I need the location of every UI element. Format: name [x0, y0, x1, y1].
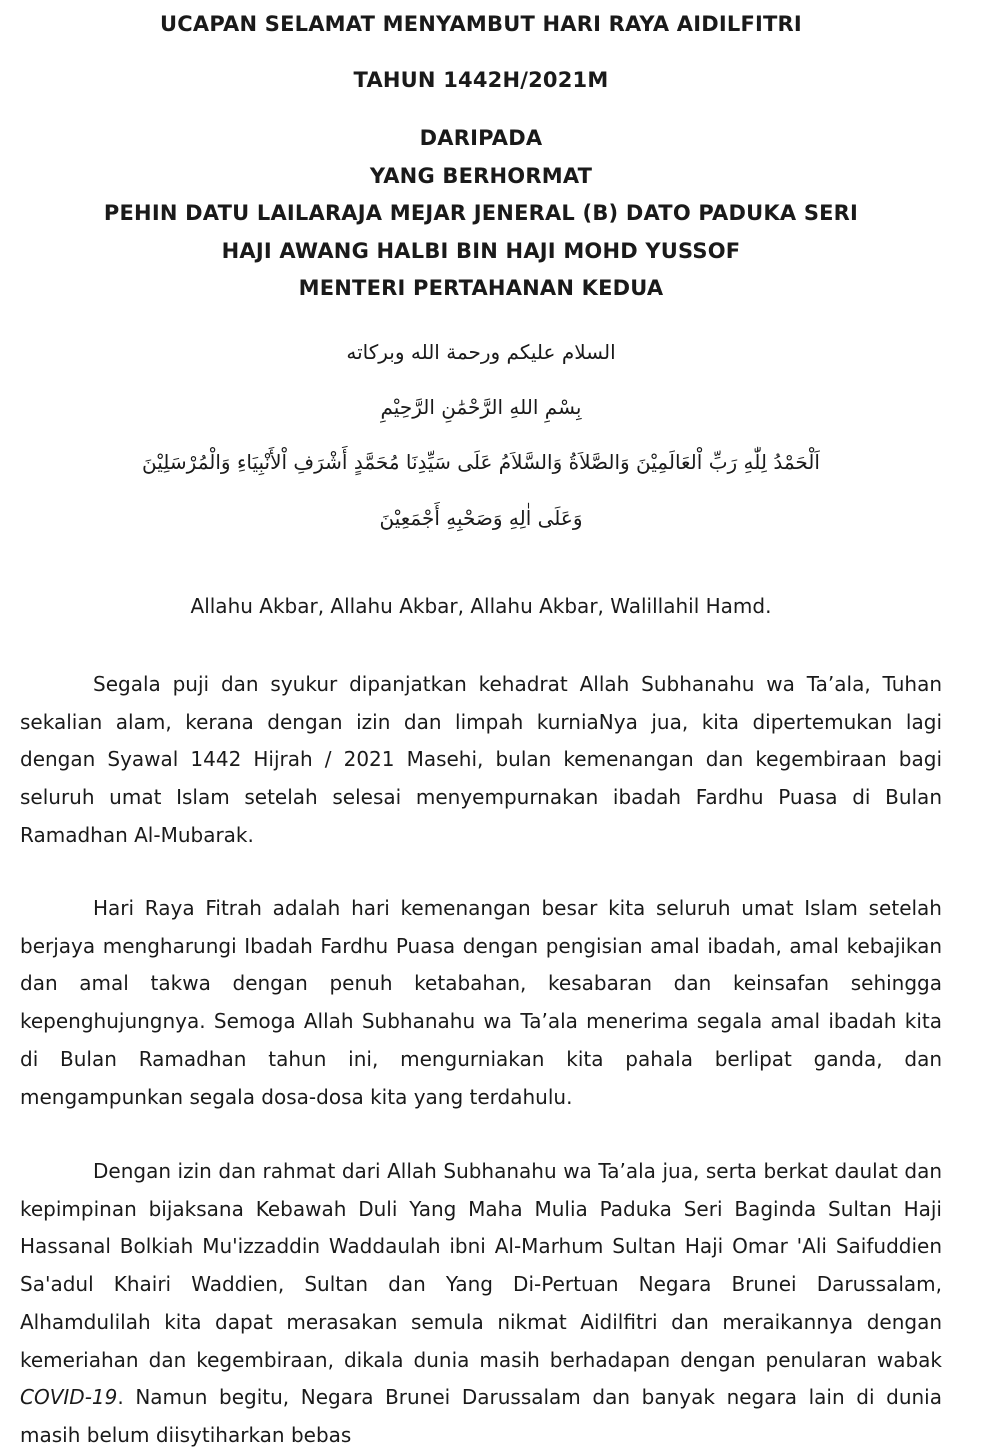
paragraph-1: Segala puji dan syukur dipanjatkan kehadrat Allah Subhanahu wa Ta’ala, Tuhan sekalian alam, kerana dengan izin dan limpah kurniaNya jua, kita dipertemukan lagi dengan Syawal 1442 Hijrah / 2021 Masehi, bulan kemenangan dan kegembiraan bagi seluruh umat Islam setelah selesai menyempurnakan ibadah Fardhu Puasa di Bulan Ramadhan Al-Mubarak. [20, 672, 942, 847]
sender-title: PEHIN DATU LAILARAJA MEJAR JENERAL (B) DATO PADUKA SERI [103, 201, 859, 225]
paragraph-2: Hari Raya Fitrah adalah hari kemenangan besar kita seluruh umat Islam setelah berjaya mengharungi Ibadah Fardhu Puasa dengan pengisian amal ibadah, amal kebajikan dan amal takwa dengan penuh ketabahan, kesabaran dan keinsafan sehingga kepenghujungnya. Semoga Allah Subhanahu wa Ta’ala menerima segala amal ibadah kita di Bulan Ramadhan tahun ini, mengurniakan kita pahala berlipat ganda, dan mengampunkan segala dosa-dosa kita yang terdahulu. [20, 896, 942, 1109]
takbir-line: Allahu Akbar, Allahu Akbar, Allahu Akbar, Walillahil Hamd. [190, 594, 772, 618]
covid-term: COVID-19 [20, 1385, 118, 1410]
document-year: TAHUN 1442H/2021M [353, 68, 609, 92]
paragraph-3-text-a: Dengan izin dan rahmat dari Allah Subhanahu wa Ta’ala jua, serta berkat daulat dan kepimpinan bijaksana Kebawah Duli Yang Maha Mulia Paduka Seri Baginda Sultan Haji Hassanal Bolkiah Mu'izzaddin Waddaulah ibni Al-Marhum Sultan Haji Omar 'Ali Saifuddien Sa'adul Khairi Waddien, Sultan dan Yang Di-Pertuan Negara Brunei Darussalam, Alhamdulilah kita dapat merasakan semula nikmat Aidilfitri dan meraikannya dengan kemeriahan dan kegembiraan, dikala dunia masih berhadapan dengan penularan wabak [20, 1159, 942, 1372]
arabic-basmalah: بِسْمِ اللهِ الرَّحْمَٰنِ الرَّحِيْمِ [380, 395, 582, 419]
paragraph-3 [20, 1153, 942, 1455]
document-title: UCAPAN SELAMAT MENYAMBUT HARI RAYA AIDILFITRI [160, 12, 802, 36]
from-label: DARIPADA [419, 126, 543, 150]
honorific: YANG BERHORMAT [369, 163, 593, 188]
arabic-salam: السلام عليكم ورحمة الله وبركاته [346, 340, 616, 364]
sender-name: HAJI AWANG HALBI BIN HAJI MOHD YUSSOF [221, 238, 741, 263]
sender-position: MENTERI PERTAHANAN KEDUA [298, 276, 664, 300]
arabic-hamdalah-line2: وَعَلَى اٰلِهِ وَصَحْبِهِ أَجْمَعِيْنَ [379, 506, 583, 530]
paragraph-3-text-b: . Namun begitu, Negara Brunei Darussalam dan banyak negara lain di dunia masih belum diisytiharkan bebas [20, 1385, 942, 1447]
sender-block [20, 120, 942, 308]
arabic-hamdalah-line1: اَلْحَمْدُ لِلّٰهِ رَبِّ اْلعَالَمِيْنَ وَالصَّلاَةُ وَالسَّلاَمُ عَلَى سَيِّدِنَا مُحَمَّدٍ أَشْرَفِ اْلأَنْبِيَاءِ وَالْمُرْسَلِيْنَ [142, 450, 820, 474]
